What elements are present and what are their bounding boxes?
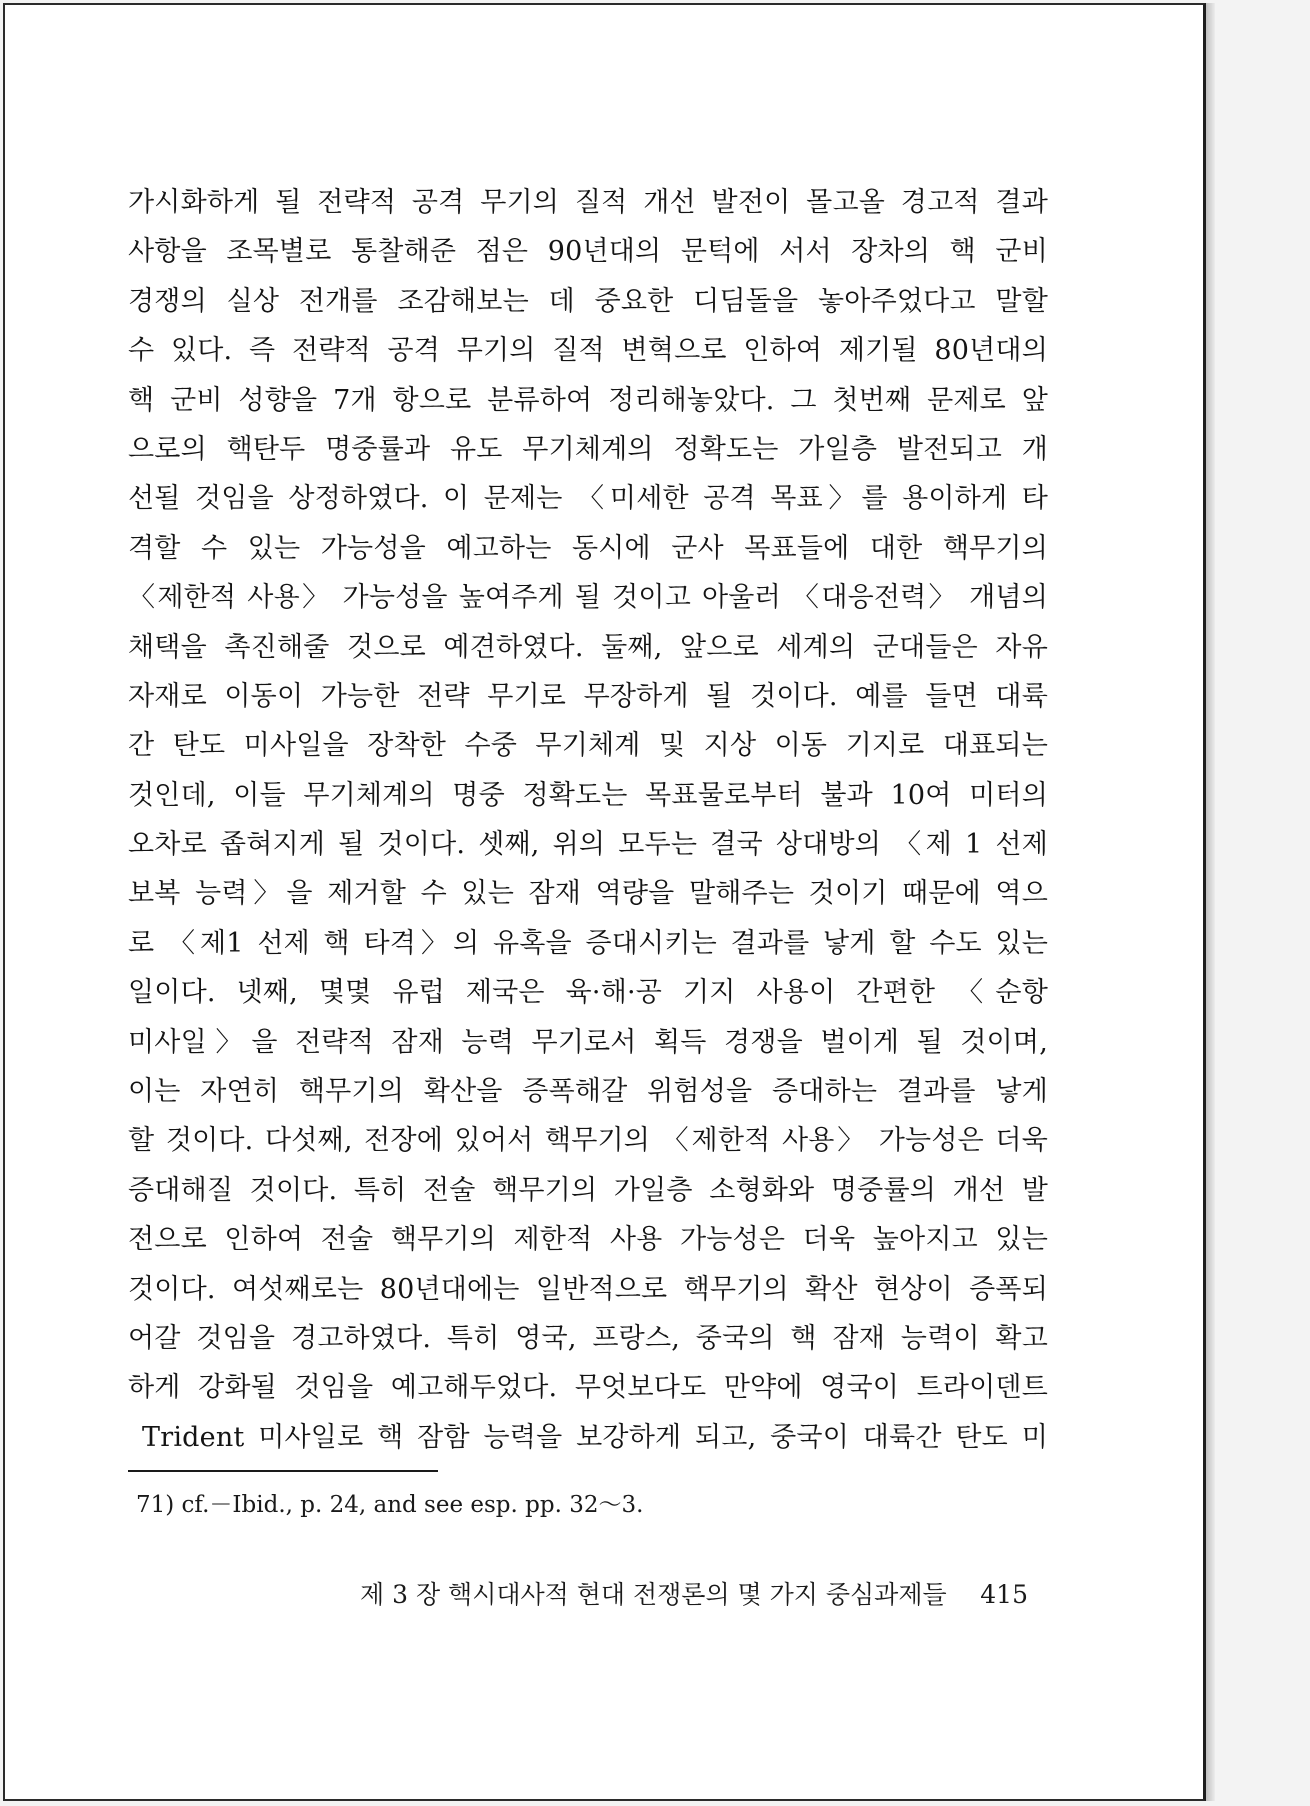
text-line: 미사일〉을 전략적 잠재 능력 무기로서 획득 경쟁을 벌이게 될 것이며, [128, 1026, 1048, 1058]
text-line: 것이다. 여섯째로는 80년대에는 일반적으로 핵무기의 확산 현상이 증폭되 [128, 1273, 1048, 1305]
text-line: 전으로 인하여 전술 핵무기의 제한적 사용 가능성은 더욱 높아지고 있는 [128, 1224, 1048, 1256]
text-line: 증대해질 것이다. 특히 전술 핵무기의 가일층 소형화와 명중률의 개선 발 [128, 1174, 1048, 1206]
text-line: 하게 강화될 것임을 예고해두었다. 무엇보다도 만약에 영국이 트라이덴트 [128, 1372, 1048, 1404]
text-line: 〈제한적 사용〉 가능성을 높여주게 될 것이고 아울러 〈대응전력〉 개념의 [128, 582, 1048, 614]
text-line: 로 〈제1 선제 핵 타격〉의 유혹을 증대시키는 결과를 낳게 할 수도 있는 [128, 927, 1048, 959]
text-line: 채택을 촉진해줄 것으로 예견하였다. 둘째, 앞으로 세계의 군대들은 자유 [128, 631, 1048, 663]
text-line: 간 탄도 미사일을 장착한 수중 무기체계 및 지상 이동 기지로 대표되는 [128, 730, 1048, 762]
text-line: 이는 자연히 핵무기의 확산을 증폭해갈 위험성을 증대하는 결과를 낳게 [128, 1076, 1048, 1108]
text-line: 수 있다. 즉 전략적 공격 무기의 질적 변혁으로 인하여 제기될 80년대의 [128, 335, 1048, 367]
text-line: 어갈 것임을 경고하였다. 특히 영국, 프랑스, 중국의 핵 잠재 능력이 확고 [128, 1322, 1048, 1354]
text-line: 보복 능력〉을 제거할 수 있는 잠재 역량을 말해주는 것이기 때문에 역으 [128, 878, 1048, 910]
text-line: 선될 것임을 상정하였다. 이 문제는 〈미세한 공격 목표〉를 용이하게 타 [128, 483, 1048, 515]
body-text [128, 178, 1048, 1462]
text-line: 일이다. 넷째, 몇몇 유럽 제국은 육·해·공 기지 사용이 간편한 〈순항 [128, 977, 1048, 1009]
running-footer [360, 1578, 1028, 1612]
footnote: 71) cf.－Ibid., p. 24, and see esp. pp. 32～3. [136, 1492, 644, 1518]
text-line: 오차로 좁혀지게 될 것이다. 셋째, 위의 모두는 결국 상대방의 〈제 1 선제 [128, 829, 1048, 861]
page-number: 415 [980, 1580, 1028, 1609]
text-line: 핵 군비 성향을 7개 항으로 분류하여 정리해놓았다. 그 첫번째 문제로 앞 [128, 384, 1048, 416]
chapter-title: 제 3 장 핵시대사적 현대 전쟁론의 몇 가지 중심과제들 [360, 1580, 947, 1609]
text-line: 가시화하게 될 전략적 공격 무기의 질적 개선 발전이 몰고올 경고적 결과 [128, 187, 1048, 218]
footnote-divider [128, 1470, 438, 1472]
text-line: 할 것이다. 다섯째, 전장에 있어서 핵무기의 〈제한적 사용〉 가능성은 더욱 [128, 1125, 1048, 1157]
text-line: 경쟁의 실상 전개를 조감해보는 데 중요한 디딤돌을 놓아주었다고 말할 [128, 285, 1048, 317]
text-line: 것인데, 이들 무기체계의 명중 정확도는 목표물로부터 불과 10여 미터의 [128, 779, 1048, 811]
text-line: 사항을 조목별로 통찰해준 점은 90년대의 문턱에 서서 장차의 핵 군비 [128, 236, 1048, 268]
text-line: 격할 수 있는 가능성을 예고하는 동시에 군사 목표들에 대한 핵무기의 [128, 532, 1048, 564]
text-line: 자재로 이동이 가능한 전략 무기로 무장하게 될 것이다. 예를 들면 대륙 [128, 680, 1048, 712]
text-line: Trident 미사일로 핵 잠함 능력을 보강하게 되고, 중국이 대륙간 탄도 미 [142, 1421, 1048, 1453]
text-line: 으로의 핵탄두 명중률과 유도 무기체계의 정확도는 가일층 발전되고 개 [128, 433, 1048, 465]
